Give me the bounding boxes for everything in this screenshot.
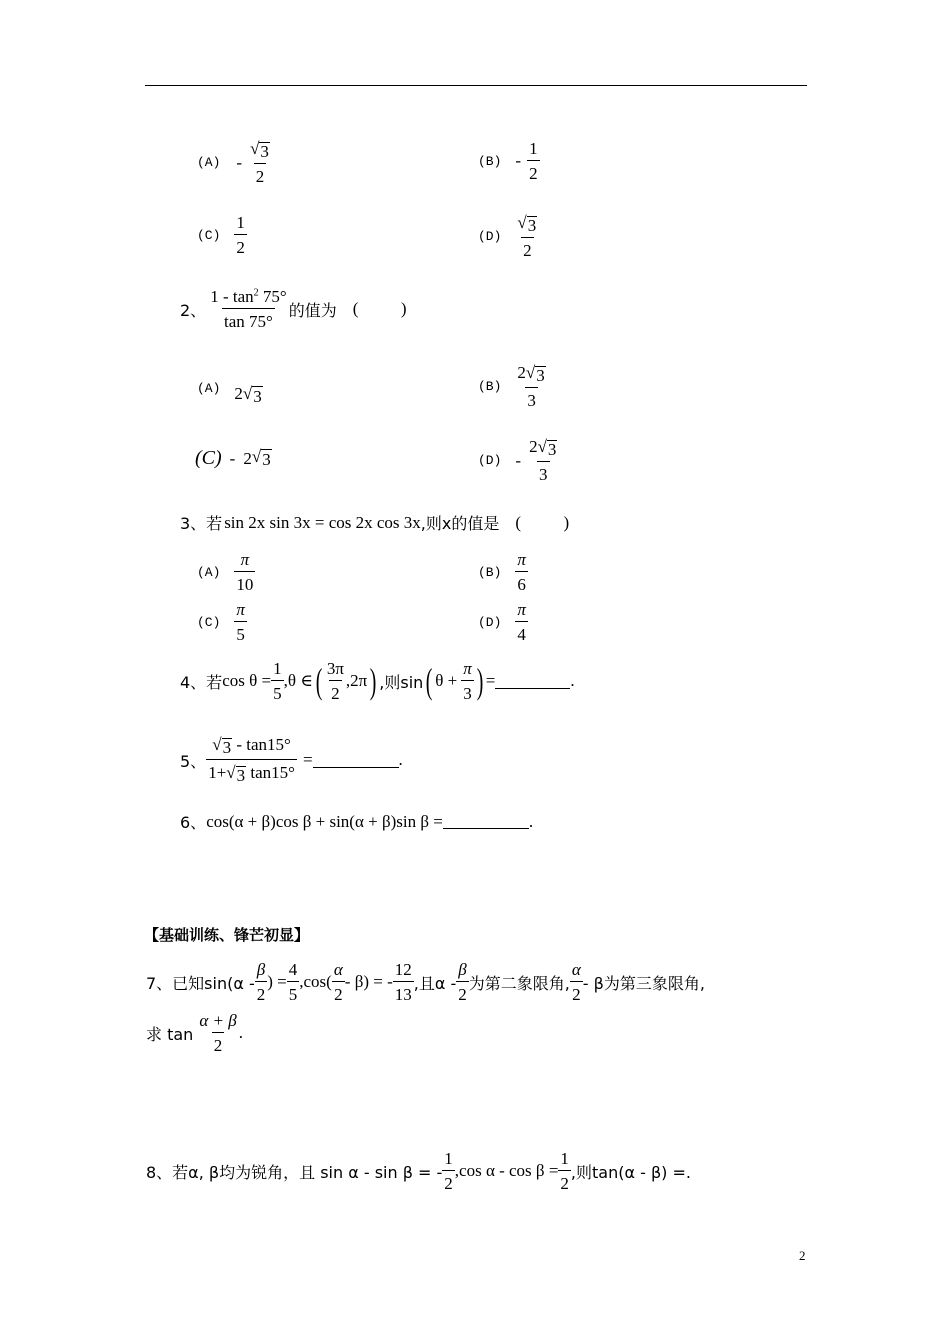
denominator: 2 [570,981,583,1003]
expr-part: 为第二象限角, [468,973,570,993]
q1-option-b [478,140,540,182]
radicand: 3 [222,738,232,757]
coefficient: 2 [243,448,252,468]
minus-sign: - [229,448,236,468]
denominator: 3 [461,680,474,702]
numerator: β [256,960,266,979]
radicand: 3 [236,766,246,785]
fraction [558,1150,571,1192]
fraction [461,660,474,702]
numerator: 1 [236,213,245,232]
expression: cos(α + β)cos β + sin(α + β)sin β = [206,811,443,831]
denominator: 5 [234,621,247,643]
option-label: (B) [478,564,502,580]
question-number: 4、若 [180,672,223,692]
expr-part: ,θ ∈ [283,671,313,690]
numerator-text: 1 - tan [210,287,254,306]
expr-part: 7、已知sin(α - [146,973,255,993]
denominator: 5 [287,981,300,1003]
question-text: 的值为 [288,300,337,320]
question-4 [180,660,575,702]
question-number: 5、 [180,751,207,771]
big-paren-left: ( [315,661,323,701]
option-label: (A) [197,155,221,170]
expr-part: ,且α - [413,973,457,993]
q5-fraction: √ 3 - tan15° 1+ √ 3 tan15° [208,735,295,785]
radicand: 3 [253,387,262,406]
option-label: (B) [478,153,502,169]
fraction [332,961,345,1003]
q2-fraction [208,288,289,330]
q3-option-a [197,551,255,593]
q2-option-a [197,370,263,407]
numerator: 1 [529,139,538,158]
denominator: 3 [537,461,550,483]
fraction: √ 3 2 [517,213,537,260]
denominator: 4 [515,621,528,643]
question-7-line-2 [146,1012,243,1054]
fraction: 2 √ 3 3 [517,363,545,410]
period: . [398,750,403,769]
fraction [255,961,268,1003]
numerator: π [240,550,250,569]
equation: sin 2x sin 3x = cos 2x cos 3x [224,512,421,532]
big-paren-right: ) [369,661,377,701]
denominator: 2 [329,680,342,702]
fraction [234,214,247,256]
question-number: 6、 [180,813,207,832]
expr-part: cos θ = [222,671,272,690]
minus-sign: - [515,450,522,470]
denominator: 2 [332,981,345,1003]
option-label: (D) [478,614,502,630]
minus-sign: - [236,152,243,172]
denominator-rest: tan15° [246,763,295,782]
question-8 [146,1150,691,1192]
q2-option-b [478,364,548,409]
numerator: 1 [560,1149,569,1168]
denominator: 2 [521,237,534,259]
answer-blank[interactable] [313,753,399,768]
q3-option-b [478,551,528,593]
option-label: (A) [197,564,221,580]
q1-option-c [197,214,247,256]
q3-option-c [197,601,247,643]
fraction [442,1150,455,1192]
numerator: α [333,960,343,979]
radicand: 3 [547,440,557,459]
question-6 [180,810,533,833]
numerator: α + β [199,1011,237,1030]
fraction: 2 √ 3 3 [529,437,557,484]
radicand: 3 [536,366,545,385]
denominator: 2 [234,234,247,256]
denominator: 2 [255,981,268,1003]
answer-blank[interactable] [495,674,570,689]
period: . [528,811,534,831]
exponent: 2 [253,287,259,299]
fraction [197,1012,238,1054]
expr-part: - β为第三象限角, [582,973,705,993]
numerator: 3π [326,659,344,678]
option-label: (D) [478,229,502,244]
denominator: 2 [456,981,469,1003]
expr-part: ,2π [345,671,368,690]
fraction [234,551,255,593]
fraction: √ 3 2 [250,139,269,186]
option-label: (A) [197,381,221,396]
question-number: 2、 [180,300,207,320]
fraction [234,601,247,643]
numerator-angle: 75° [258,287,287,306]
expr-part: 8、若α, β均为锐角，且 sin α - sin β = - [146,1162,443,1182]
coefficient: 2 [517,363,526,382]
fraction [515,601,528,643]
denominator: 3 [525,387,538,409]
denominator: 5 [271,680,284,702]
period: . [238,1023,243,1042]
numerator: β [458,960,467,979]
option-label: (C) [195,447,222,469]
equals-sign: = [485,671,496,690]
numerator: π [517,550,526,569]
denominator: 13 [393,981,414,1003]
header-rule [145,85,807,86]
expr-part: ,则sin [379,672,424,692]
denominator: 2 [558,1170,571,1192]
question-number: 3、若 [180,514,223,533]
fraction [287,961,300,1003]
minus-sign: - [515,151,522,170]
question-text: ,则x的值是 [420,514,500,533]
expr-part: - β) = - [344,972,393,991]
coefficient: 2 [234,384,243,403]
question-7-line-1 [146,961,705,1003]
page-number: 2 [799,1248,806,1263]
radicand: 3 [262,450,271,469]
question-5 [180,736,403,784]
equals-sign: = [302,750,313,769]
answer-blank[interactable] [443,814,529,829]
question-2 [180,288,407,330]
denominator: 2 [527,160,540,182]
numerator: π [236,600,245,619]
big-paren-left: ( [425,661,433,701]
numerator: α [571,960,581,979]
denominator-part: 1+ [208,763,227,782]
numerator: 1 [273,659,282,678]
expr-part: ) = [267,972,287,991]
fraction [527,140,540,182]
option-label: (C) [197,227,221,243]
expr-part: 求 tan [146,1024,194,1044]
fraction [393,961,414,1003]
denominator: tan 75° [222,308,275,330]
option-label: (C) [197,614,221,630]
fraction [325,660,346,702]
numerator: 1 [444,1149,453,1168]
q2-option-d [478,438,559,483]
fraction [570,961,583,1003]
numerator: π [517,600,526,619]
option-value: 2 √ 3 [234,384,262,406]
denominator: 10 [234,571,255,593]
question-3 [180,511,569,534]
numerator: 12 [394,960,412,979]
option-label: (D) [478,453,502,468]
denominator: 6 [515,571,528,593]
q3-option-d [478,601,528,643]
fraction [456,961,469,1003]
denominator: 2 [254,163,267,185]
option-label: (B) [478,379,502,394]
denominator: 2 [212,1032,225,1054]
fraction [515,551,528,593]
expr-part: ,cos( [299,972,332,991]
numerator: 3 [260,142,269,161]
period: . [570,671,575,690]
expr-part: ,cos α - cos β = [454,1161,559,1180]
q1-option-a [197,140,272,185]
q2-option-c: (C) - 2 √ 3 [195,447,271,469]
q1-option-d [478,214,539,259]
numerator: 3 [527,216,537,235]
denominator: 2 [442,1170,455,1192]
numerator: 4 [288,960,298,979]
numerator-rest: - tan15° [232,735,291,754]
expr-part: θ + [435,671,458,690]
answer-parens: ( ) [352,299,407,318]
fraction [271,660,284,702]
section-heading: 【基础训练、锋芒初显】 [144,926,310,944]
expr-part: ,则tan(α - β) =. [570,1162,691,1182]
big-paren-right: ) [476,661,484,701]
numerator: π [463,659,472,678]
coefficient: 2 [529,437,538,456]
answer-parens: ( ) [515,512,570,532]
